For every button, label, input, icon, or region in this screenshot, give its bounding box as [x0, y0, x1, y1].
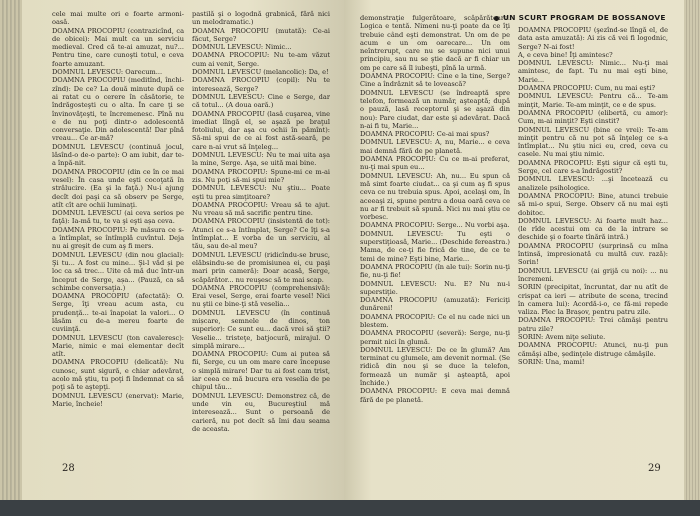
right-page-column-2 [518, 26, 668, 469]
paragraph: DOAMNA PROCOPIU: Eşti sigur că eşti tu, Serge, cel care s-a îndrăgostit? [518, 158, 668, 176]
paragraph: SORIN: Una, mami! [518, 357, 585, 366]
paragraph: SORIN (precipitat, încruntat, dar nu atît de crispat ca ieri — atribute de scena, trecind în camera lui): Acordă-i-o, ce fă-mi repede valiza. Plec la Brașov, pentru patru zile. [518, 283, 668, 317]
paragraph: SORIN: Avem niţe seliute. [518, 332, 606, 341]
paragraph: DOMNUL LEVESCU: Oarecum... [52, 68, 163, 77]
left-page-edges [0, 0, 22, 516]
paragraph: DOMNUL LEVESCU: Nimic... Nu-ţi mai amintesc, de fapt. Tu nu mai eşti bine, Marie... [518, 59, 668, 84]
paragraph: DOMNUL LEVESCU: Nu te mai uita aşa la mine, Serge. Aşa, se uită mai bine. [192, 151, 330, 168]
paragraph: DOMNUL LEVESCU (melancolic): Da, e! [192, 68, 329, 77]
paragraph: DOAMNA PROCOPIU (meditînd, închi-zînd): De ce? La două minute după ce ai ratat cu o cerere în căsătorie, te îndrăgosteşti cu o alta. În care ţi se învinovăţeşti, te încremenesc. Pînă nu e de nu poţi dintr-o adolescentă conversaţie. Din adolescentă! Dar pînă vreau... Ce ar-mă? [52, 76, 184, 143]
paragraph: DOMNUL LEVESCU: Demonstrez că, de unde vin eu, Bucureştiul mă interesează... Sunt o persoană de carieră, nu pot decît să îmi dau seama de aceasta. [192, 391, 330, 433]
paragraph: DOAMNA PROCOPIU: E ceva mai demnă fără de pe planetă. [360, 387, 510, 404]
paragraph: DOMNUL LEVESCU (ridicîndu-se brusc, elăbsindu-se de promisiunea ei, cu paşi mari prin cameră): Doar acasă, Serge, scăpărător... nu reuşesc să te mai scap. [192, 250, 330, 284]
paragraph: DOMNUL LEVESCU: Ah, nu... Eu spun că mă simt foarte ciudat... ca şi cum aş fi spus ceva ce nu trebuia spus. Apoi, acelaşi om, în aceeaşi zi, spune pentru a doua oară ceva ce nu ar fi trebuit să spună. Nici nu mai ştiu ce vorbesc. [360, 171, 510, 222]
paragraph: DOMNUL LEVESCU (se îndreaptă spre telefon, formează un număr, aşteaptă; după o pauză, lasă receptorul şi se aşază din nou): Pare ciudat, dar este şi adevărat. Dacă n-ai fi tu, Marie... [360, 88, 510, 130]
paragraph: DOMNUL LEVESCU: Nu ştiu... Poate eşti tu prea simţitoare? [192, 184, 330, 201]
paragraph: DOAMNA PROCOPIU: Nu te-am văzut cum ai venit, Serge. [192, 51, 330, 68]
paragraph: DOMNUL LEVESCU: Nu. E? Nu nu-i superstiţie. [360, 279, 510, 296]
paragraph: DOAMNA PROCOPIU: Ce-ai mai spus? [360, 130, 490, 139]
paragraph: DOAMNA PROCOPIU (surprinsă cu mîna întinsă, impresionată cu multă cuv. rază): Sorin! [518, 241, 668, 267]
page-number-left: 28 [62, 463, 75, 474]
paragraph: DOAMNA PROCOPIU: Cu ce m-ai preferat, nu-ţi mai spun eu... [360, 155, 510, 172]
table-surface [0, 500, 700, 516]
paragraph: DOAMNA PROCOPIU (delicată): Nu cunosc, sunt sigură, e chiar adevărat, acolo mă ştiu, tu poţi fi îndemnat ca să poţi să te aştepţi. [52, 358, 184, 392]
paragraph: DOMNUL LEVESCU (din nou glacial): Şi tu... A fost cu mine... Şi-l văd și pe loc ca să trec... Uite că mă duc într-un început de Serge, așa... (Pauză, ca să schimbe conversaţia.) [52, 250, 184, 292]
paragraph: DOMNUL LEVESCU: De ce în glumă? Am terminat cu glumele, am devenit normal. (Se ridică din nou şi se duce la telefon, formează un număr şi aşteaptă, apoi închide.) [360, 345, 510, 388]
paragraph: DOMNUL LEVESCU: A, nu, Marie... e ceva mai demnă fără de pe planetă. [360, 138, 510, 155]
paragraph: DOAMNA PROCOPIU: Ce el nu cade nici un blestem. [360, 312, 510, 329]
paragraph: DOAMNA PROCOPIU (copil): Nu te interesează, Serge? [192, 76, 330, 93]
paragraph: DOAMNA PROCOPIU (comprehensivă): Erai vesel, Serge, erai foarte vesel! Nici nu ştii ce bine-ţi stă veselia... [192, 283, 330, 309]
running-header-text: UN SCURT PROGRAM DE BOSSANOVE [503, 13, 666, 22]
paragraph: DOAMNA PROCOPIU (mutată): Ce-ai făcut, Serge? [192, 26, 330, 43]
paragraph: DOMNUL LEVESCU: ...şi încetează cu analizele psihologice. [518, 175, 668, 192]
paragraph: DOMNUL LEVESCU: Ai foarte mult haz... (le rîde acestui om ca de la intrare se deschide şi o foarte tînără intră.) [518, 216, 668, 242]
paragraph: DOMNUL LEVESCU: Nimic... [192, 43, 292, 52]
paragraph: DOAMNA PROCOPIU: Cum, nu mai eşti? [518, 84, 656, 93]
paragraph: DOAMNA PROCOPIU (contrazicînd, ca de obicei): Mai mult ca un serviciu medieval. Cred că te-ai amuzat, nu?... Pentru tine, care cunoşti totul, e ceva foarte amuzant. [52, 26, 184, 68]
paragraph: DOMNUL LEVESCU (ai ceva serios pe faţă): Ia-mă tu, te va şi eşti așa ceva. [52, 209, 184, 226]
paragraph: DOAMNA PROCOPIU: Serge... Nu vorbi aşa. [360, 221, 510, 230]
paragraph: DOAMNA PROCOPIU (afectată): O. Serge, îţi vreau acum asta, cu prudenţă... te-ai înapoiat la valori... O lăsăm cu de-a mereu foarte de cuviinţă. [52, 292, 184, 334]
paragraph: DOMNUL LEVESCU (în continuă mișcare, semnele de dinos, ton superior): Ce sunt eu... dacă vrei să ştii? Veselie... tristeţe, batjocură, mirajul. O simplă mirare... [192, 308, 330, 350]
paragraph: DOAMNA PROCOPIU (elibertă, cu amor): Cum, m-ai minţit? Eşti cinstit? [518, 108, 668, 126]
paragraph: DOAMNA PROCOPIU: Vreau să te ajut. Nu vreau să mă sacrific pentru tine. [192, 200, 330, 218]
paragraph: DOAMNA PROCOPIU (insistentă de tot): Atunci ce s-a întîmplat, Serge? Ce îţi s-a întîmplat... E vorba de un serviciu, al tău, sau de-al meu? [192, 217, 330, 251]
right-page [344, 0, 684, 516]
paragraph: DOAMNA PROCOPIU: Trei cămăşi pentru patru zile? [518, 316, 668, 333]
paragraph: cele mai multe ori e foarte armoni-oasă. [52, 10, 184, 27]
left-page [22, 0, 344, 516]
paragraph: DOAMNA PROCOPIU: Pe măsura ce s-a întîmplat, se întîmplă cuvîntul. Deja nu ai greşit de cum aş fi mers. [52, 225, 184, 251]
paragraph: DOAMNA PROCOPIU (şezînd-se lîngă el, de data asta amuzată): Ai zis că vei fi logodnic, Serge? N-ai fost! [518, 26, 668, 51]
paragraph: DOAMNA PROCOPIU: Cine e la tine, Serge? Cine a îndrăznit să te lovească? [360, 72, 510, 89]
paragraph: DOMNUL LEVESCU (bine ce vrei): Te-am minţit pentru că nu pot să înţeleg ce s-a întîmplat... Nu ştiu nici eu, cred, ceva cu casele. Nu mai ştiu nimic. [518, 125, 668, 159]
paragraph: DOAMNA PROCOPIU: Bine, atunci trebuie să mi-o spui, Serge. Observ că nu mai eşti dobitoc. [518, 191, 668, 217]
paragraph: DOAMNA PROCOPIU: Atunci, nu-ţi pun cămăşi albe, ședinţele distruge cămăşile. [518, 341, 668, 358]
paragraph: pastilă şi o logodnă grabnică, fără nici un melodramatic.) [192, 10, 330, 27]
paragraph: DOAMNA PROCOPIU (lasă cuşarea, vine imediat lîngă el, se aşază pe braţul fotoliului, dar aşa cu ochii în pămînt): Să-mi spui de ce ai fost astă-seară, pe care n-ai vrut să înţeleg... [192, 109, 330, 151]
right-page-column-1 [360, 14, 510, 469]
paragraph: demonstraţie fulgerătoare, scăpărătoare. Logica e tentă. Nimeni nu-ţi poate da ce îţi trebuie când eşti demonstrat. Un om de pe acum e un om oarecare... Un om neîntrerupt, care nu se supune nici unui principiu, sau nu se ştie dacă ar fi chiar un om pe care să îl iubeşti, pînă la urmă. [360, 14, 510, 72]
paragraph: DOMNUL LEVESCU: Tu eşti o superstiţioasă, Marie... (Deschide fereastra.) Mama, de ce-ţi fie frică de tine, de ce te temi de mine? Eşti bine, Marie... [360, 229, 510, 263]
paragraph: A, e ceva bine! Îţi amintesc? [518, 50, 613, 59]
paragraph: DOAMNA PROCOPIU (în ale tui): Sorin nu-ţi fie, nu-ţi fie! [360, 262, 510, 280]
running-header [494, 13, 666, 22]
page-number-right: 29 [648, 463, 661, 474]
paragraph: DOAMNA PROCOPIU (din ce în ce mai vesel): În casa unde eşti cocoţată în strălucire. (Ea şi la faţă.) Nu-i ajung decît doi paşi ca să observ pe Serge, atît cît are ochii luminaţi. [52, 167, 184, 209]
right-page-edges [684, 0, 700, 516]
paragraph: DOAMNA PROCOPIU: Cum ai putea să fii, Serge, cu un om mare care începuse o simplă mirare! Dar tu ai fost cam trist, iar ceea ce mă bucura era veselia de pe chipul tău... [192, 350, 330, 392]
paragraph: DOMNUL LEVESCU (enervat): Marie, Marie, încheie! [52, 391, 184, 408]
paragraph: DOMNUL LEVESCU (ton cavaleresc): Marie, nimic e mai elementar decît atît. [52, 333, 184, 359]
paragraph: DOMNUL LEVESCU (continuă jocul, lăsînd-o de-o parte): O am iubit, dar te-a înpă-nit. [52, 142, 184, 168]
paragraph: DOMNUL LEVESCU: Cine e Serge, dar că totul... (A doua oară.) [192, 92, 330, 110]
paragraph: DOMNUL LEVESCU (ai grijă cu noi): ... nu încremeni. [518, 266, 668, 283]
paragraph: DOMNUL LEVESCU: Pentru că... Te-am minţit, Marie. Te-am minţit, ce e de spus. [518, 92, 668, 109]
left-page-column-2 [192, 10, 330, 465]
paragraph: DOAMNA PROCOPIU (severă): Serge, nu-ţi permit nici în glumă. [360, 329, 510, 346]
paragraph: DOAMNA PROCOPIU: Spune-mi ce m-ai zis. Nu poţi să-mi spui mie? [192, 167, 330, 184]
paragraph: DOAMNA PROCOPIU (amuzată): Fericiţi dunăreni! [360, 296, 510, 313]
left-page-column-1 [52, 10, 184, 465]
